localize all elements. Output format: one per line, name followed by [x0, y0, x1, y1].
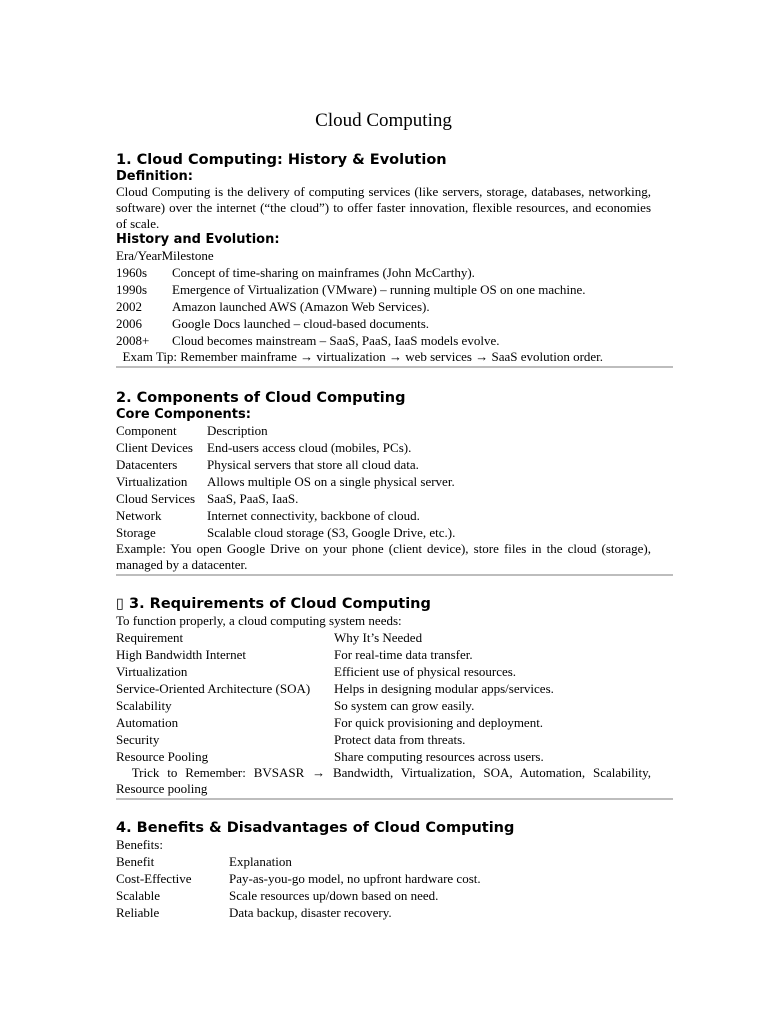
table-cell: 2008+: [116, 333, 150, 348]
table-row: [116, 507, 651, 524]
table-header-row: [116, 422, 651, 439]
section-requirements: [116, 596, 651, 800]
table-row: [116, 281, 651, 298]
table-cell: For real-time data transfer.: [334, 647, 473, 662]
example-text: Example: You open Google Drive on your phone (client device), store files in the cloud (storage), managed by a datacenter.: [116, 541, 651, 572]
table-row: [116, 456, 651, 473]
table-row: [116, 315, 651, 332]
section-heading: 1. Cloud Computing: History & Evolution: [116, 152, 447, 168]
table-cell: Reliable: [116, 905, 160, 920]
table-row: [116, 490, 651, 507]
table-cell: 2002: [116, 299, 142, 314]
table-cell: Concept of time-sharing on mainframes (John McCarthy).: [172, 265, 475, 280]
table-header-row: [116, 853, 651, 870]
table-cell: Physical servers that store all cloud data.: [207, 457, 419, 472]
table-row: [116, 332, 651, 349]
table-header-cell: Explanation: [229, 854, 292, 869]
table-cell: Service-Oriented Architecture (SOA): [116, 681, 311, 696]
table-row: [116, 748, 651, 765]
table-header-row: [116, 247, 651, 264]
table-row: [116, 646, 651, 663]
table-row: [116, 663, 651, 680]
table-cell: 1960s: [116, 265, 148, 280]
table-cell: Storage: [116, 525, 156, 540]
table-cell: Internet connectivity, backbone of cloud.: [207, 508, 420, 523]
table-cell: 1990s: [116, 282, 148, 297]
table-cell: Client Devices: [116, 440, 193, 455]
table-row: [116, 680, 651, 697]
section-heading: ▯ 3. Requirements of Cloud Computing: [116, 596, 431, 612]
table-header-cell: Benefit: [116, 854, 155, 869]
definition-heading: Definition:: [116, 169, 194, 184]
table-cell: SaaS, PaaS, IaaS.: [207, 491, 299, 506]
table-header-cell: Requirement: [116, 630, 184, 645]
core-components-heading: Core Components:: [116, 407, 251, 422]
table-row: [116, 887, 651, 904]
table-row: [116, 264, 651, 281]
table-cell: Resource Pooling: [116, 749, 209, 764]
section-heading: 4. Benefits & Disadvantages of Cloud Computing: [116, 820, 515, 836]
table-cell: Allows multiple OS on a single physical server.: [207, 474, 455, 489]
table-cell: End-users access cloud (mobiles, PCs).: [207, 440, 412, 455]
table-cell: Cloud Services: [116, 491, 196, 506]
table-cell: For quick provisioning and deployment.: [334, 715, 544, 730]
table-header-cell: Milestone: [161, 248, 214, 263]
table-row: [116, 439, 651, 456]
table-cell: Helps in designing modular apps/services.: [334, 681, 554, 696]
definition-text: Cloud Computing is the delivery of computing services (like servers, storage, databases, networking, software) over the internet (“the cloud”) to offer faster innovation, flexible resources, and economies of scale.: [116, 184, 651, 231]
table-row: [116, 904, 651, 921]
table-cell: Datacenters: [116, 457, 178, 472]
table-cell: Scale resources up/down based on need.: [229, 888, 439, 903]
section-components: [116, 390, 651, 576]
table-cell: Virtualization: [116, 474, 188, 489]
table-cell: Pay-as-you-go model, no upfront hardware cost.: [229, 871, 481, 886]
table-cell: Virtualization: [116, 664, 188, 679]
section-benefits: [116, 820, 651, 921]
table-row: [116, 524, 651, 541]
table-header-cell: Description: [207, 423, 268, 438]
section-history: [116, 152, 651, 368]
table-row: [116, 298, 651, 315]
table-row: [116, 870, 651, 887]
table-cell: Security: [116, 732, 160, 747]
document-body: [116, 108, 651, 921]
table-cell: Data backup, disaster recovery.: [229, 905, 392, 920]
table-header-cell: Why It’s Needed: [334, 630, 423, 645]
table-cell: Cost-Effective: [116, 871, 192, 886]
table-cell: Scalable: [116, 888, 161, 903]
table-row: [116, 697, 651, 714]
table-row: [116, 731, 651, 748]
table-cell: Emergence of Virtualization (VMware) – running multiple OS on one machine.: [172, 282, 586, 297]
table-row: [116, 714, 651, 731]
trick-text: Trick to Remember: BVSASR → Bandwidth, Virtualization, SOA, Automation, Scalability, Resource pooling: [116, 765, 651, 796]
table-cell: Cloud becomes mainstream – SaaS, PaaS, IaaS models evolve.: [172, 333, 500, 348]
benefits-intro: Benefits:: [116, 837, 163, 852]
table-header-cell: Era/Year: [116, 248, 162, 263]
table-cell: So system can grow easily.: [334, 698, 475, 713]
requirements-intro: To function properly, a cloud computing system needs:: [116, 613, 402, 628]
table-cell: Scalable cloud storage (S3, Google Drive, etc.).: [207, 525, 456, 540]
exam-tip: Exam Tip: Remember mainframe → virtualization → web services → SaaS evolution order.: [116, 349, 604, 364]
table-cell: Share computing resources across users.: [334, 749, 544, 764]
table-cell: Google Docs launched – cloud-based documents.: [172, 316, 430, 331]
table-cell: Amazon launched AWS (Amazon Web Services).: [172, 299, 430, 314]
table-header-cell: Component: [116, 423, 177, 438]
table-cell: Efficient use of physical resources.: [334, 664, 517, 679]
table-cell: Scalability: [116, 698, 172, 713]
table-cell: Network: [116, 508, 162, 523]
table-row: [116, 473, 651, 490]
document-title: Cloud Computing: [315, 110, 452, 131]
table-cell: 2006: [116, 316, 142, 331]
table-cell: High Bandwidth Internet: [116, 647, 246, 662]
table-header-row: [116, 629, 651, 646]
table-cell: Automation: [116, 715, 179, 730]
table-cell: Protect data from threats.: [334, 732, 466, 747]
section-heading: 2. Components of Cloud Computing: [116, 390, 406, 406]
history-heading: History and Evolution:: [116, 232, 280, 247]
